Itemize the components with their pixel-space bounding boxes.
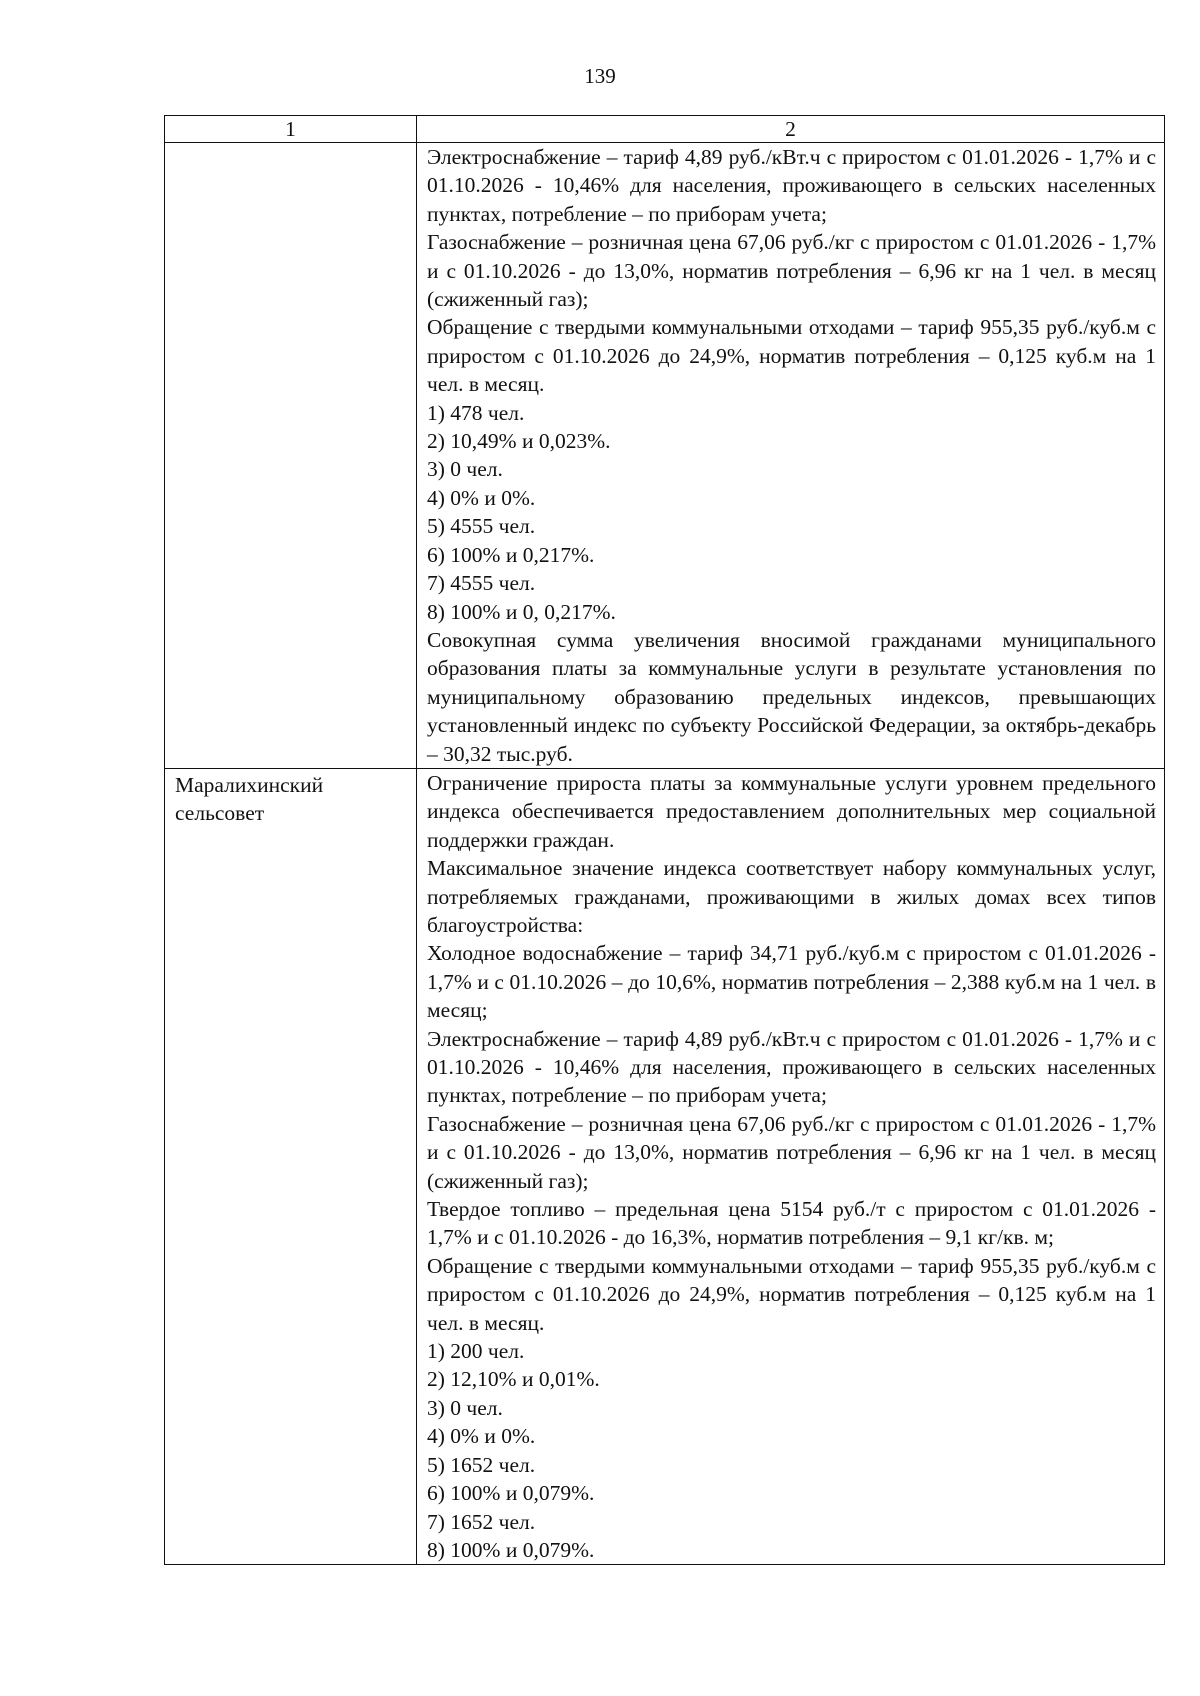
- paragraph: Газоснабжение – розничная цена 67,06 руб./кг с приростом с 01.01.2026 - 1,7% и с 01.10.2026 - до 13,0%, норматив потребления – 6,96 кг на 1 чел. в месяц (сжиженный газ);: [427, 1111, 1156, 1193]
- description-cell: [417, 768, 1165, 1564]
- table-header-row: [165, 116, 1165, 143]
- paragraph: Твердое топливо – предельная цена 5154 руб./т с приростом с 01.01.2026 - 1,7% и с 01.10.2026 - до 16,3%, норматив потребления – 9,1 кг/кв. м;: [427, 1197, 1156, 1250]
- municipality-cell: Маралихинский сельсовет: [165, 768, 417, 1564]
- list-item: 8) 100% и 0, 0,217%.: [427, 599, 616, 624]
- paragraph: Газоснабжение – розничная цена 67,06 руб./кг с приростом с 01.01.2026 - 1,7% и с 01.10.2026 - до 13,0%, норматив потребления – 6,96 кг на 1 чел. в месяц (сжиженный газ);: [427, 230, 1156, 312]
- column-header-2: 2: [417, 116, 1165, 143]
- municipality-cell: [165, 143, 417, 769]
- list-item: 7) 1652 чел.: [427, 1509, 536, 1534]
- summary-paragraph: Совокупная сумма увеличения вносимой гражданами муниципального образования платы за коммунальные услуги в результате установления по муниципальному образованию предельных индексов, превышающих установленный индекс по субъекту Российской Федерации, за октябрь-декабрь – 30,32 тыс.руб.: [427, 627, 1156, 766]
- list-item: 6) 100% и 0,217%.: [427, 542, 595, 567]
- paragraph: Обращение с твердыми коммунальными отходами – тариф 955,35 руб./куб.м с приростом с 01.10.2026 до 24,9%, норматив потребления – 0,125 куб.м на 1 чел. в месяц.: [427, 315, 1156, 397]
- paragraph: Максимальное значение индекса соответствует набору коммунальных услуг, потребляемых гражданами, проживающими в жилых домах всех типов благоустройства:: [427, 856, 1156, 937]
- table-row: [165, 143, 1165, 769]
- list-item: 3) 0 чел.: [427, 1395, 503, 1420]
- list-item: 3) 0 чел.: [427, 457, 503, 482]
- list-item: 2) 12,10% и 0,01%.: [427, 1367, 600, 1392]
- list-item: 2) 10,49% и 0,023%.: [427, 429, 611, 454]
- list-item: 1) 200 чел.: [427, 1339, 525, 1364]
- list-item: 1) 478 чел.: [427, 400, 525, 425]
- paragraph: Обращение с твердыми коммунальными отходами – тариф 955,35 руб./куб.м с приростом с 01.10.2026 до 24,9%, норматив потребления – 0,125 куб.м на 1 чел. в месяц.: [427, 1253, 1156, 1335]
- list-item: 7) 4555 чел.: [427, 571, 536, 596]
- list-item: 6) 100% и 0,079%.: [427, 1481, 595, 1506]
- table-row: [165, 768, 1165, 1564]
- list-item: 8) 100% и 0,079%.: [427, 1537, 595, 1562]
- description-cell: [417, 143, 1165, 769]
- list-item: 5) 1652 чел.: [427, 1452, 536, 1477]
- paragraph: Электроснабжение – тариф 4,89 руб./кВт.ч с приростом с 01.01.2026 - 1,7% и с 01.10.2026 - 10,46% для населения, проживающего в сельских населенных пунктах, потребление – по приборам учета;: [427, 145, 1156, 226]
- page-number: 139: [584, 64, 616, 88]
- data-table: [164, 115, 1165, 1565]
- paragraph: Ограничение прироста платы за коммунальные услуги уровнем предельного индекса обеспечивается предоставлением дополнительных мер социальной поддержки граждан.: [427, 770, 1156, 852]
- list-item: 5) 4555 чел.: [427, 514, 536, 539]
- list-item: 4) 0% и 0%.: [427, 485, 536, 510]
- column-header-1: 1: [165, 116, 417, 143]
- list-item: 4) 0% и 0%.: [427, 1424, 536, 1449]
- paragraph: Холодное водоснабжение – тариф 34,71 руб./куб.м с приростом с 01.01.2026 - 1,7% и с 01.10.2026 – до 10,6%, норматив потребления – 2,388 куб.м на 1 чел. в месяц;: [427, 941, 1156, 1023]
- paragraph: Электроснабжение – тариф 4,89 руб./кВт.ч с приростом с 01.01.2026 - 1,7% и с 01.10.2026 - 10,46% для населения, проживающего в сельских населенных пунктах, потребление – по приборам учета;: [427, 1026, 1156, 1108]
